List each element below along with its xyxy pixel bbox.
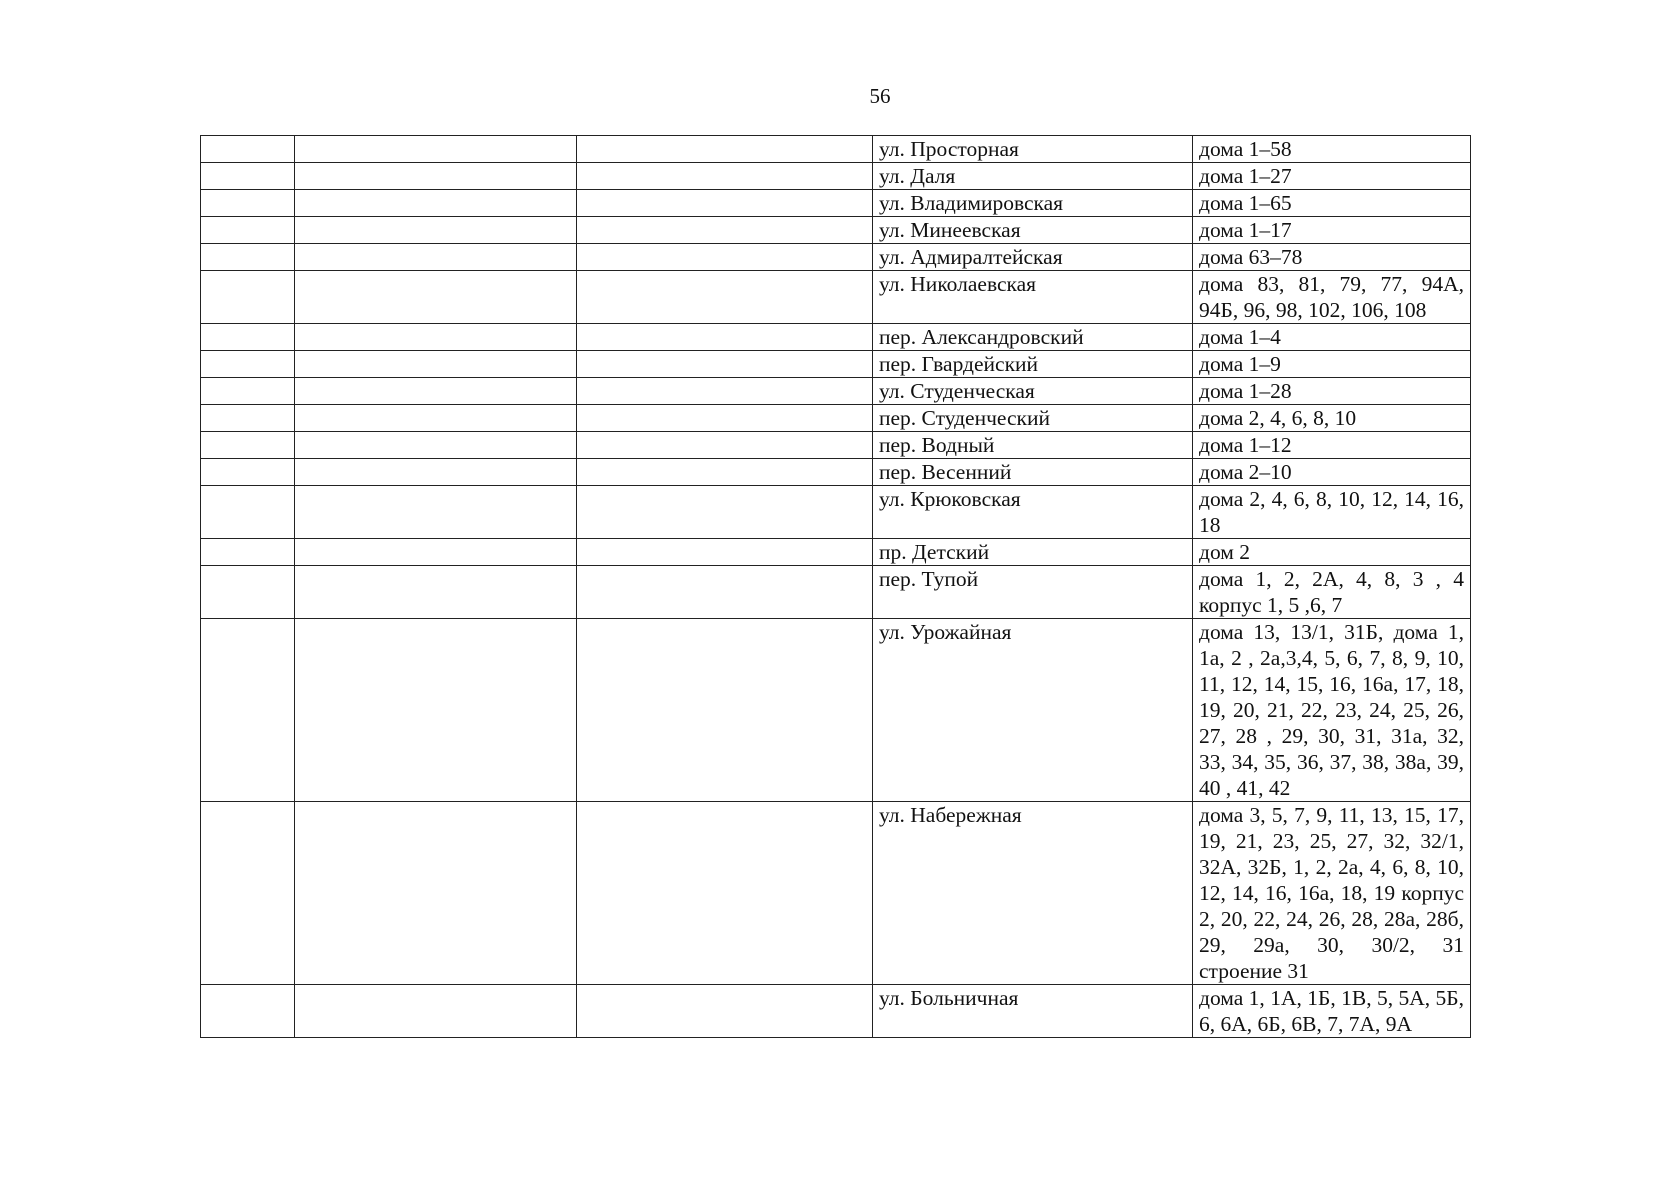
- empty-cell: [577, 985, 873, 1038]
- empty-cell: [201, 802, 295, 985]
- empty-cell: [201, 324, 295, 351]
- empty-cell: [577, 217, 873, 244]
- empty-cell: [201, 985, 295, 1038]
- empty-cell: [295, 136, 577, 163]
- empty-cell: [295, 432, 577, 459]
- table-row: [201, 244, 1471, 271]
- street-cell: ул. Владимировская: [873, 190, 1193, 217]
- table-row: [201, 405, 1471, 432]
- table-row: [201, 136, 1471, 163]
- empty-cell: [577, 566, 873, 619]
- street-cell: ул. Крюковская: [873, 486, 1193, 539]
- empty-cell: [201, 405, 295, 432]
- houses-cell: дома 1, 1А, 1Б, 1В, 5, 5А, 5Б, 6, 6А, 6Б, 6В, 7, 7А, 9А: [1193, 985, 1471, 1038]
- houses-cell: дома 1–27: [1193, 163, 1471, 190]
- empty-cell: [577, 619, 873, 802]
- table-row: [201, 324, 1471, 351]
- street-cell: ул. Просторная: [873, 136, 1193, 163]
- houses-cell: дома 1, 2, 2А, 4, 8, 3 , 4 корпус 1, 5 ,6, 7: [1193, 566, 1471, 619]
- empty-cell: [295, 271, 577, 324]
- empty-cell: [295, 190, 577, 217]
- empty-cell: [201, 163, 295, 190]
- houses-cell: дома 1–9: [1193, 351, 1471, 378]
- empty-cell: [577, 136, 873, 163]
- table-row: [201, 985, 1471, 1038]
- street-cell: ул. Набережная: [873, 802, 1193, 985]
- table-row: [201, 459, 1471, 486]
- houses-cell: дома 1–17: [1193, 217, 1471, 244]
- street-cell: ул. Николаевская: [873, 271, 1193, 324]
- empty-cell: [295, 539, 577, 566]
- empty-cell: [295, 459, 577, 486]
- empty-cell: [577, 802, 873, 985]
- empty-cell: [577, 378, 873, 405]
- empty-cell: [577, 432, 873, 459]
- houses-cell: дома 1–65: [1193, 190, 1471, 217]
- table-row: [201, 351, 1471, 378]
- empty-cell: [295, 802, 577, 985]
- table-row: [201, 619, 1471, 802]
- houses-cell: дома 2, 4, 6, 8, 10, 12, 14, 16, 18: [1193, 486, 1471, 539]
- empty-cell: [201, 566, 295, 619]
- empty-cell: [577, 244, 873, 271]
- street-cell: ул. Минеевская: [873, 217, 1193, 244]
- table-row: [201, 566, 1471, 619]
- houses-cell: дома 1–58: [1193, 136, 1471, 163]
- empty-cell: [295, 985, 577, 1038]
- empty-cell: [201, 217, 295, 244]
- table-row: [201, 486, 1471, 539]
- empty-cell: [577, 459, 873, 486]
- empty-cell: [577, 539, 873, 566]
- empty-cell: [201, 378, 295, 405]
- empty-cell: [577, 163, 873, 190]
- empty-cell: [295, 619, 577, 802]
- empty-cell: [201, 351, 295, 378]
- empty-cell: [577, 324, 873, 351]
- street-cell: ул. Адмиралтейская: [873, 244, 1193, 271]
- street-cell: пер. Гвардейский: [873, 351, 1193, 378]
- houses-cell: дома 83, 81, 79, 77, 94А, 94Б, 96, 98, 102, 106, 108: [1193, 271, 1471, 324]
- table-row: [201, 190, 1471, 217]
- empty-cell: [201, 459, 295, 486]
- page-number: 56: [869, 84, 891, 108]
- empty-cell: [201, 539, 295, 566]
- street-cell: пер. Весенний: [873, 459, 1193, 486]
- table-row: [201, 802, 1471, 985]
- houses-cell: дома 63–78: [1193, 244, 1471, 271]
- table-row: [201, 432, 1471, 459]
- houses-cell: дома 2, 4, 6, 8, 10: [1193, 405, 1471, 432]
- houses-cell: дома 1–4: [1193, 324, 1471, 351]
- houses-cell: дома 1–12: [1193, 432, 1471, 459]
- street-cell: ул. Студенческая: [873, 378, 1193, 405]
- street-cell: ул. Урожайная: [873, 619, 1193, 802]
- houses-cell: дома 3, 5, 7, 9, 11, 13, 15, 17, 19, 21, 23, 25, 27, 32, 32/1, 32А, 32Б, 1, 2, 2а, 4, 6, 8, 10, 12, 14, 16, 16а, 18, 19 корпус 2, 20, 22, 24, 26, 28, 28а, 28б, 29, 29а, 30, 30/2, 31 строение 31: [1193, 802, 1471, 985]
- empty-cell: [201, 190, 295, 217]
- table-row: [201, 271, 1471, 324]
- street-cell: пр. Детский: [873, 539, 1193, 566]
- address-table: [200, 135, 1471, 1038]
- empty-cell: [295, 486, 577, 539]
- empty-cell: [201, 432, 295, 459]
- empty-cell: [201, 136, 295, 163]
- empty-cell: [201, 486, 295, 539]
- street-cell: пер. Тупой: [873, 566, 1193, 619]
- street-cell: пер. Александровский: [873, 324, 1193, 351]
- empty-cell: [201, 244, 295, 271]
- empty-cell: [577, 405, 873, 432]
- houses-cell: дом 2: [1193, 539, 1471, 566]
- empty-cell: [577, 351, 873, 378]
- empty-cell: [577, 271, 873, 324]
- empty-cell: [577, 486, 873, 539]
- street-cell: ул. Даля: [873, 163, 1193, 190]
- empty-cell: [295, 163, 577, 190]
- empty-cell: [295, 324, 577, 351]
- empty-cell: [295, 378, 577, 405]
- empty-cell: [201, 619, 295, 802]
- street-cell: ул. Больничная: [873, 985, 1193, 1038]
- empty-cell: [295, 566, 577, 619]
- houses-cell: дома 13, 13/1, 31Б, дома 1, 1а, 2 , 2а,3,4, 5, 6, 7, 8, 9, 10, 11, 12, 14, 15, 16, 16а, 17, 18, 19, 20, 21, 22, 23, 24, 25, 26, 27, 28 , 29, 30, 31, 31а, 32, 33, 34, 35, 36, 37, 38, 38а, 39, 40 , 41, 42: [1193, 619, 1471, 802]
- houses-cell: дома 2–10: [1193, 459, 1471, 486]
- empty-cell: [295, 217, 577, 244]
- street-cell: пер. Студенческий: [873, 405, 1193, 432]
- empty-cell: [577, 190, 873, 217]
- empty-cell: [295, 351, 577, 378]
- table-row: [201, 378, 1471, 405]
- street-cell: пер. Водный: [873, 432, 1193, 459]
- empty-cell: [295, 405, 577, 432]
- table-row: [201, 163, 1471, 190]
- table-row: [201, 539, 1471, 566]
- table-row: [201, 217, 1471, 244]
- houses-cell: дома 1–28: [1193, 378, 1471, 405]
- empty-cell: [201, 271, 295, 324]
- empty-cell: [295, 244, 577, 271]
